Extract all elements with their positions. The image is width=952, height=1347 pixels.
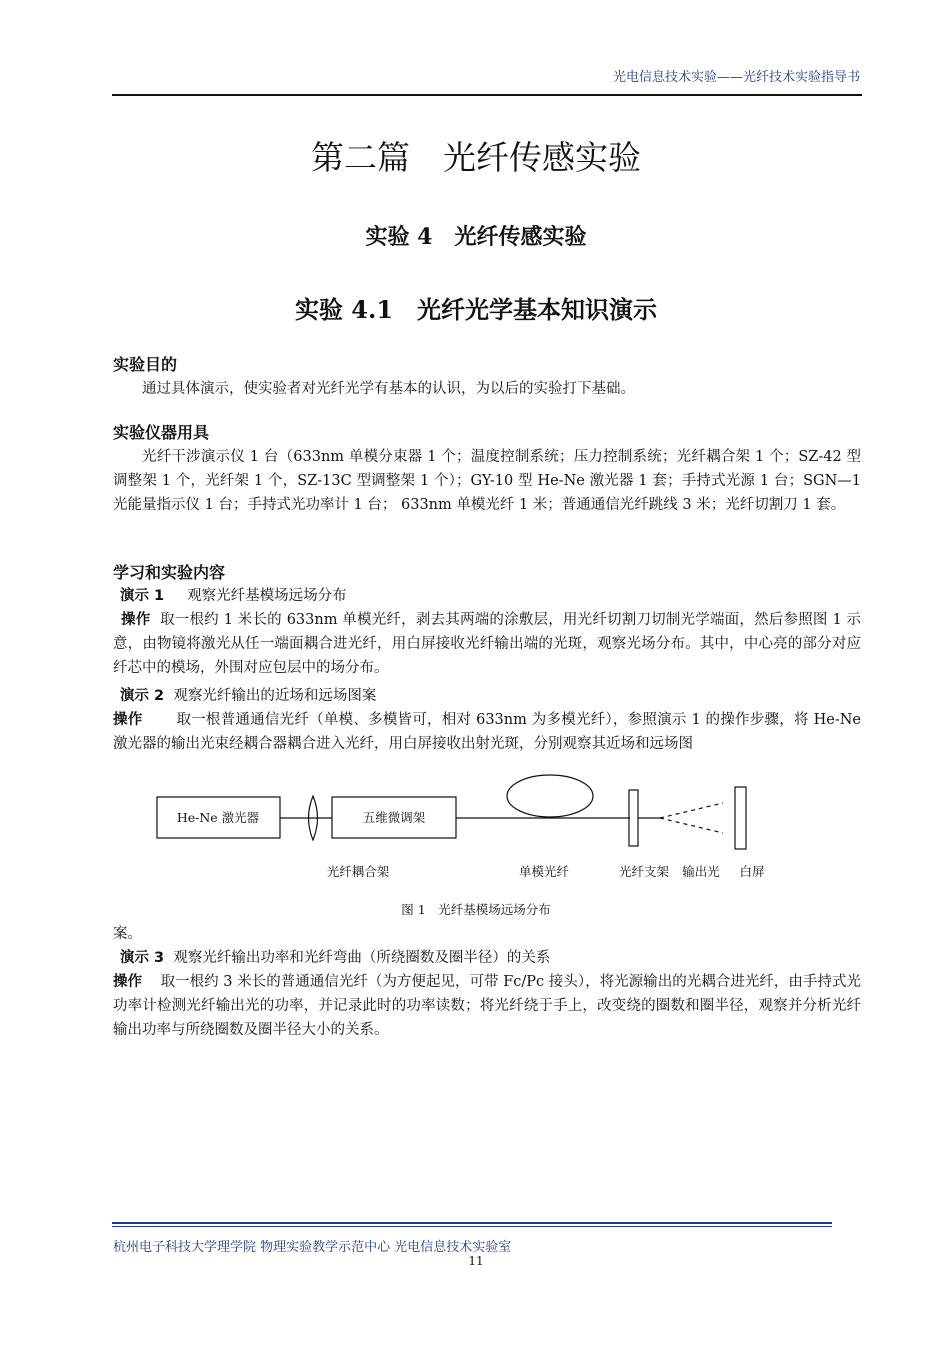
demo1-label: 演示 1 bbox=[120, 588, 165, 604]
screen-caption: 白屏 bbox=[739, 864, 765, 879]
purpose-heading: 实验目的 bbox=[113, 355, 178, 374]
fiber-holder bbox=[629, 790, 638, 846]
white-screen bbox=[735, 787, 746, 849]
fiber-caption: 单模光纤 bbox=[518, 864, 570, 879]
experiment-title: 实验 4 光纤传感实验 bbox=[365, 224, 587, 250]
content-heading: 学习和实验内容 bbox=[113, 563, 226, 582]
demo2-title: 观察光纤输出的近场和远场图案 bbox=[173, 688, 377, 704]
demo2-line bbox=[120, 684, 376, 708]
demo1-line bbox=[120, 584, 347, 608]
demo2-label: 演示 2 bbox=[120, 688, 165, 704]
figure-caption: 图 1 光纤基模场远场分布 bbox=[401, 902, 551, 917]
demo1-title: 观察光纤基模场远场分布 bbox=[187, 588, 347, 604]
demo3-label: 演示 3 bbox=[120, 950, 165, 966]
part-title: 第二篇 光纤传感实验 bbox=[311, 138, 641, 177]
demo1-op-text: 取一根约 1 米长的 633nm 单模光纤，剥去其两端的涂敷层，用光纤切割刀切制光学端面，然后参照图 1 示意，由物镜将激光从任一端面耦合进光纤，用白屏接收光纤输出端的光斑，观察光场分布。其中，中心亮的部分对应纤芯中的模场，外围对应包层中的场分布。 bbox=[113, 612, 862, 676]
footer-rule bbox=[112, 1222, 832, 1224]
demo3-op-text: 取一根约 3 米长的普通通信光纤（为方便起见，可带 Fc/Pc 接头），将光源输出的光耦合进光纤，由手持式光功率计检测光纤输出光的功率，并记录此时的功率读数；将光纤绕于手上，改变绕的圈数和圈半径，观察并分析光纤输出功率与所绕圈数及圈半径大小的关系。 bbox=[113, 974, 861, 1038]
coupler-caption: 光纤耦合架 bbox=[326, 864, 390, 879]
running-header: 光电信息技术实验——光纤技术实验指导书 bbox=[612, 70, 860, 85]
demo2-op-label: 操作 bbox=[113, 712, 143, 728]
demo3-op-label: 操作 bbox=[113, 974, 143, 990]
fiber-coil bbox=[507, 775, 593, 817]
footer-rule-thin bbox=[112, 1226, 832, 1227]
demo2-op-continuation: 案。 bbox=[113, 926, 142, 942]
demo2-op-text: 取一根普通通信光纤（单模、多模皆可，相对 633nm 为多模光纤），参照演示 1 的操作步骤，将 He-Ne 激光器的输出光束经耦合器耦合进入光纤，用白屏接收出射光斑，分别观察其近场和远场图 bbox=[113, 712, 861, 752]
demo3-line bbox=[120, 946, 550, 970]
demo3-title: 观察光纤输出功率和光纤弯曲（所绕圈数及圈半径）的关系 bbox=[173, 950, 551, 966]
equipment-text: 光纤干涉演示仪 1 台（633nm 单模分束器 1 个；温度控制系统；压力控制系统；光纤耦合架 1 个；SZ-42 型调整架 1 个，光纤架 1 个，SZ-13C 型调整架 1 个）；GY-10 型 He-Ne 激光器 1 套；手持式光源 1 台；SGN—1 光能量指示仪 1 台；手持式光功率计 1 台； 633nm 单模光纤 1 米；普通通信光纤跳线 3 米；光纤切割刀 1 套。 bbox=[113, 449, 861, 513]
header-rule bbox=[112, 94, 862, 96]
figure-setup-diagram bbox=[140, 770, 820, 900]
laser-label: He-Ne 激光器 bbox=[176, 810, 260, 825]
holder-caption: 光纤支架 bbox=[618, 864, 670, 879]
demo2-operation bbox=[113, 708, 861, 756]
demo1-op-label: 操作 bbox=[121, 612, 151, 628]
output-caption: 输出光 bbox=[682, 864, 720, 879]
equipment-heading: 实验仪器用具 bbox=[113, 423, 210, 442]
sub-experiment-title: 实验 4.1 光纤光学基本知识演示 bbox=[294, 295, 658, 324]
demo1-operation bbox=[113, 608, 861, 680]
stage-label: 五维微调架 bbox=[362, 810, 426, 825]
page-number: 11 bbox=[468, 1254, 484, 1268]
purpose-text: 通过具体演示，使实验者对光纤光学有基本的认识，为以后的实验打下基础。 bbox=[142, 381, 635, 397]
demo3-operation bbox=[113, 970, 861, 1042]
footer-institution: 杭州电子科技大学理学院 物理实验教学示范中心 光电信息技术实验室 bbox=[113, 1240, 512, 1255]
